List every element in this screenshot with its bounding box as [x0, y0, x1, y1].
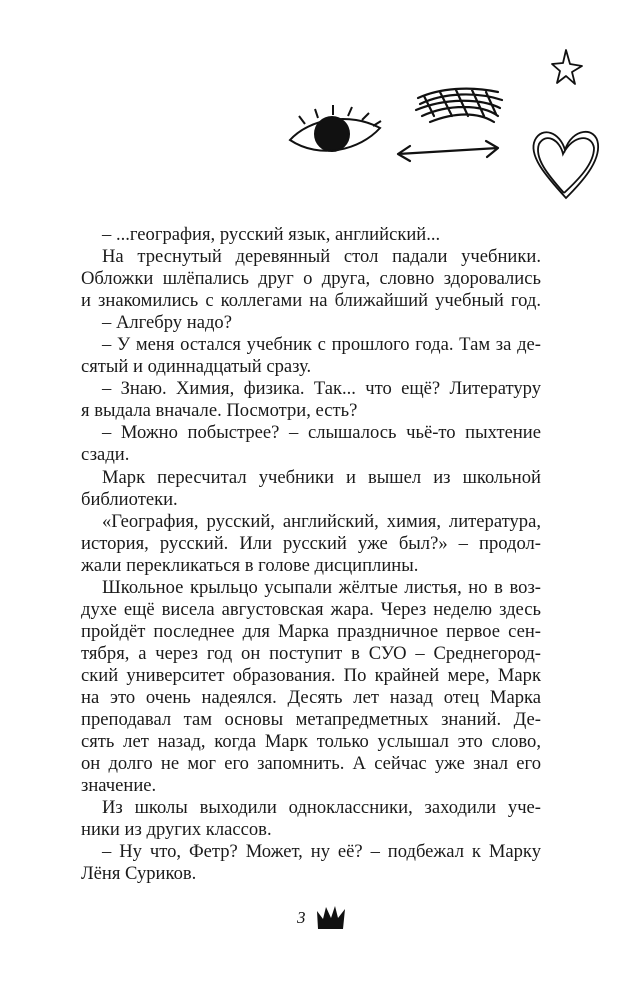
page-number: 3	[297, 908, 306, 927]
scribble-doodle-icon	[416, 89, 502, 122]
text-line: я выдала вначале. Посмотри, есть?	[81, 400, 358, 422]
text-line: – Ну что, Фетр? Может, ну её? – подбежал к Марку	[102, 841, 541, 863]
text-line: тября, а через год он поступит в СУО – Среднегород-	[81, 642, 541, 664]
star-doodle-icon	[552, 50, 582, 84]
text-line: библиотеки.	[81, 488, 178, 510]
text-line: сятый и одиннадцатый сразу.	[81, 356, 312, 378]
text-line: ский университет образования. По крайней мере, Марк	[81, 664, 541, 686]
text-line: На треснутый деревянный стол падали учебники.	[102, 246, 541, 268]
text-line: он долго не мог его запомнить. А сейчас уже знал его	[81, 753, 541, 775]
text-line: духе ещё висела августовская жара. Через неделю здесь	[81, 598, 541, 620]
text-line: Из школы выходили одноклассники, заходили уче-	[102, 797, 541, 819]
text-line: Школьное крыльцо усыпали жёлтые листья, но в воз-	[102, 576, 541, 598]
text-line: история, русский. Или русский уже был?» – продол-	[81, 532, 541, 554]
text-line: «География, русский, английский, химия, литература,	[102, 510, 541, 532]
body-text	[81, 224, 541, 885]
text-line: – Можно побыстрее? – слышалось чьё-то пыхтение	[102, 422, 541, 444]
text-line: на это очень надеялся. Десять лет назад отец Марка	[81, 686, 541, 708]
text-line: Обложки шлёпались друг о друга, словно здоровались	[81, 268, 541, 290]
text-line: преподавал там основы метапредметных знаний. Де-	[81, 709, 541, 731]
text-line: ники из других классов.	[81, 819, 272, 841]
text-line: сять лет назад, когда Марк только услышал это слово,	[81, 731, 541, 753]
text-line: – Алгебру надо?	[102, 312, 232, 334]
text-line: пройдёт последнее для Марка праздничное первое сен-	[81, 620, 541, 642]
text-line: – Знаю. Химия, физика. Так... что ещё? Литературу	[102, 378, 541, 400]
text-line: Лёня Суриков.	[81, 863, 197, 885]
heart-doodle-icon	[533, 132, 598, 198]
text-line: и знакомились с коллегами на ближайший учебный год.	[81, 290, 541, 312]
text-line: Марк пересчитал учебники и вышел из школьной	[102, 466, 541, 488]
text-line: жали перекликаться в голове дисциплины.	[81, 554, 419, 576]
text-line: сзади.	[81, 444, 130, 466]
eye-doodle-icon	[290, 105, 381, 151]
text-line: – У меня остался учебник с прошлого года. Там за де-	[102, 334, 541, 356]
double-arrow-doodle-icon	[398, 141, 498, 161]
text-line: – ...география, русский язык, английский...	[102, 224, 441, 245]
crown-icon	[316, 905, 346, 931]
header-doodles	[0, 0, 633, 220]
text-line: значение.	[81, 775, 157, 797]
